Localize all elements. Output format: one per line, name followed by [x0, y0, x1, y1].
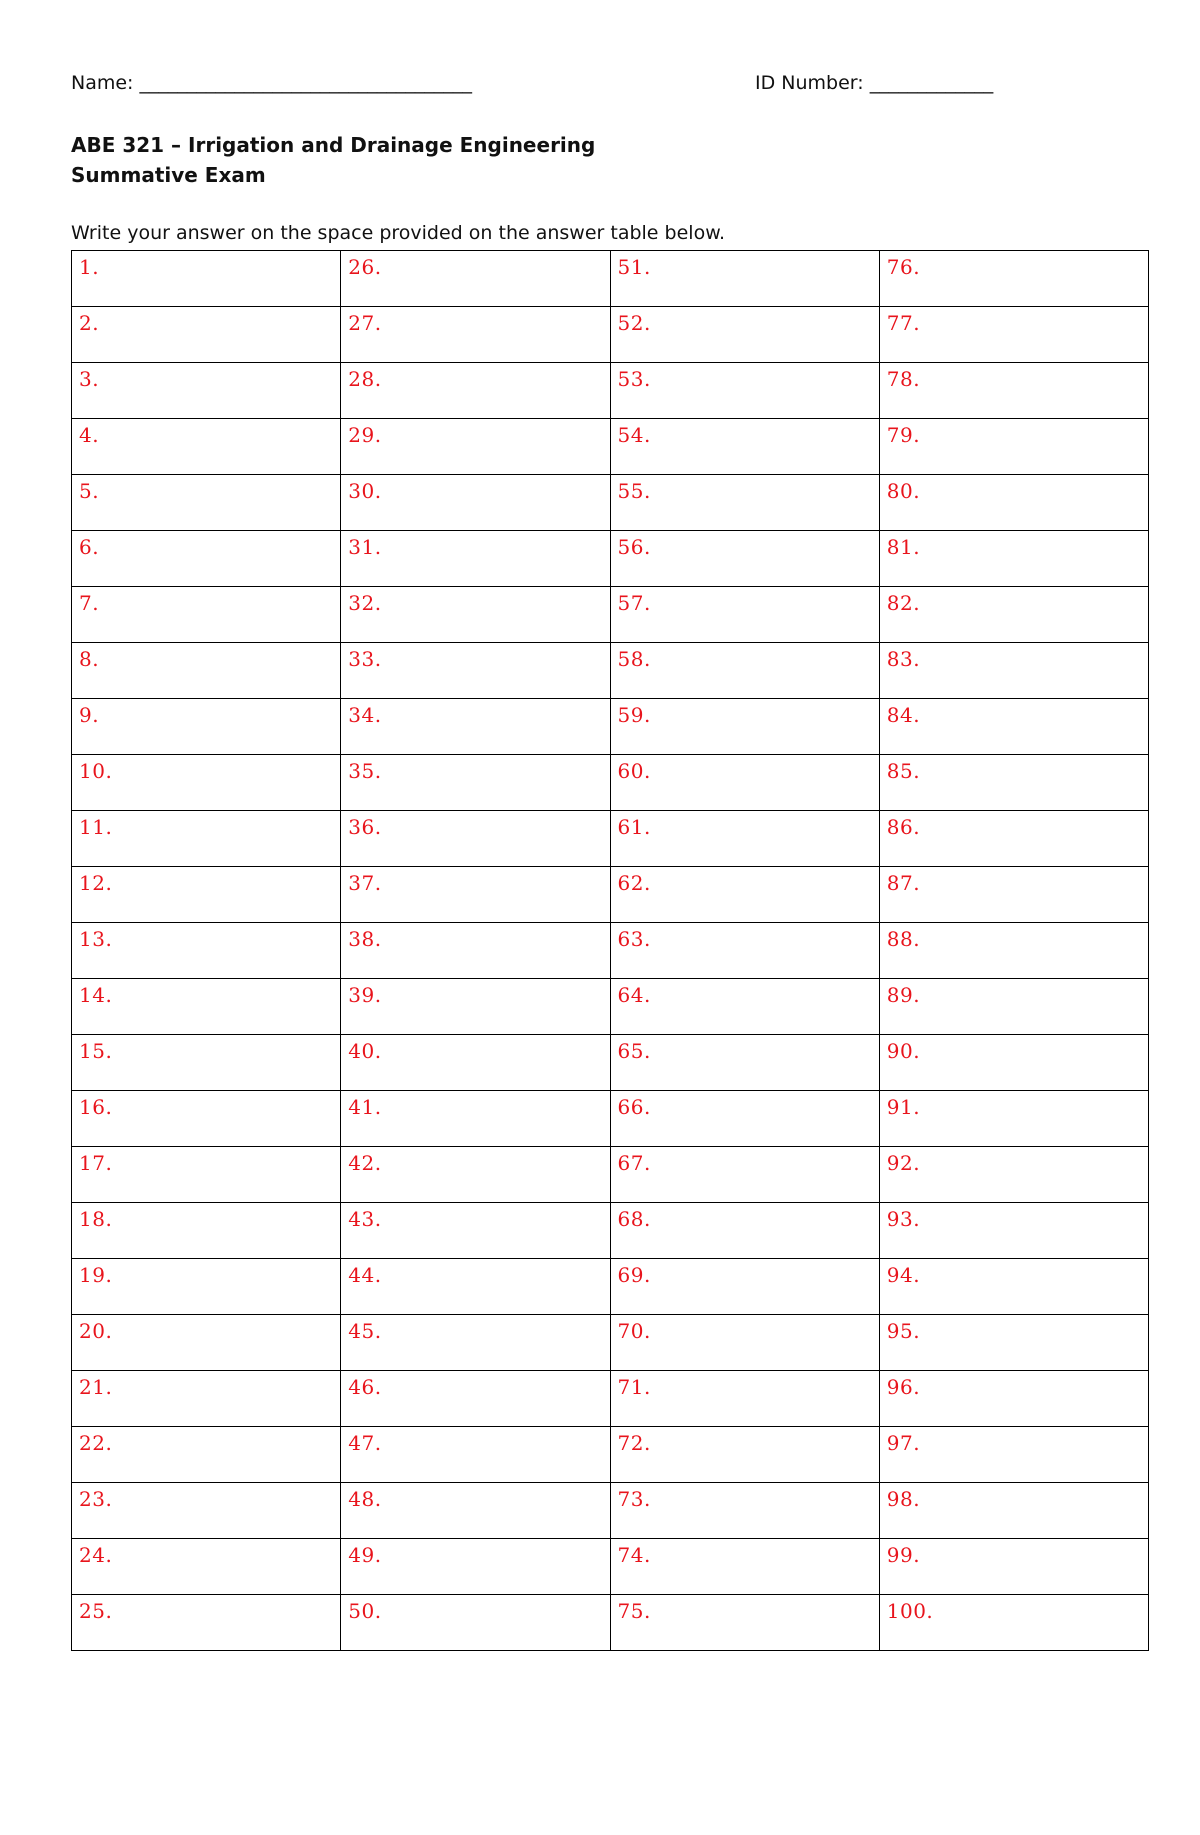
item-number: 16.	[79, 1095, 113, 1119]
item-number: 5.	[79, 479, 100, 503]
answer-cell[interactable]	[610, 1259, 879, 1315]
answer-cell[interactable]	[341, 1315, 610, 1371]
answer-cell[interactable]	[879, 811, 1148, 867]
id-number-field-label: ID Number: _____________	[755, 72, 994, 94]
item-number: 65.	[617, 1039, 651, 1063]
answer-cell[interactable]	[72, 867, 341, 923]
table-row	[72, 811, 1149, 867]
answer-cell[interactable]	[879, 1371, 1148, 1427]
answer-cell[interactable]	[341, 1595, 610, 1651]
item-number: 75.	[617, 1599, 651, 1623]
answer-cell[interactable]	[879, 307, 1148, 363]
answer-cell[interactable]	[610, 1539, 879, 1595]
item-number: 59.	[617, 703, 651, 727]
item-number: 13.	[79, 927, 113, 951]
item-number: 78.	[886, 367, 921, 391]
table-row	[72, 755, 1149, 811]
answer-cell[interactable]	[610, 1427, 879, 1483]
item-number: 2.	[79, 311, 100, 335]
item-number: 82.	[886, 591, 921, 615]
table-row	[72, 1595, 1149, 1651]
answer-cell[interactable]	[879, 251, 1148, 307]
answer-cell[interactable]	[879, 923, 1148, 979]
item-number: 83.	[886, 647, 921, 671]
table-row	[72, 1483, 1149, 1539]
answer-cell[interactable]	[341, 1147, 610, 1203]
item-number: 63.	[617, 927, 651, 951]
item-number: 17.	[79, 1151, 113, 1175]
answer-cell[interactable]	[72, 531, 341, 587]
answer-cell[interactable]	[610, 251, 879, 307]
answer-cell[interactable]	[72, 811, 341, 867]
item-number: 93.	[886, 1207, 921, 1231]
answer-cell[interactable]	[72, 1595, 341, 1651]
item-number: 48.	[348, 1487, 382, 1511]
item-number: 100.	[886, 1599, 934, 1623]
item-number: 77.	[886, 311, 921, 335]
answer-cell[interactable]	[72, 1259, 341, 1315]
item-number: 76.	[886, 255, 921, 279]
answer-table	[71, 250, 1149, 1651]
item-number: 21.	[79, 1375, 113, 1399]
table-row	[72, 867, 1149, 923]
answer-cell[interactable]	[72, 1035, 341, 1091]
answer-cell[interactable]	[610, 699, 879, 755]
answer-table-body	[72, 251, 1149, 1651]
item-number: 4.	[79, 423, 100, 447]
table-row	[72, 1035, 1149, 1091]
item-number: 42.	[348, 1151, 382, 1175]
table-row	[72, 1147, 1149, 1203]
item-number: 54.	[617, 423, 651, 447]
item-number: 88.	[886, 927, 921, 951]
answer-cell[interactable]	[341, 1539, 610, 1595]
item-number: 80.	[886, 479, 921, 503]
answer-cell[interactable]	[610, 811, 879, 867]
answer-cell[interactable]	[610, 531, 879, 587]
item-number: 50.	[348, 1599, 382, 1623]
answer-cell[interactable]	[879, 1259, 1148, 1315]
answer-cell[interactable]	[610, 1091, 879, 1147]
answer-cell[interactable]	[72, 475, 341, 531]
item-number: 97.	[886, 1431, 921, 1455]
item-number: 96.	[886, 1375, 921, 1399]
answer-cell[interactable]	[610, 867, 879, 923]
item-number: 19.	[79, 1263, 113, 1287]
answer-cell[interactable]	[879, 867, 1148, 923]
item-number: 8.	[79, 647, 100, 671]
item-number: 36.	[348, 815, 382, 839]
answer-cell[interactable]	[341, 1371, 610, 1427]
item-number: 9.	[79, 703, 100, 727]
item-number: 33.	[348, 647, 382, 671]
item-number: 31.	[348, 535, 382, 559]
answer-cell[interactable]	[879, 419, 1148, 475]
item-number: 27.	[348, 311, 382, 335]
table-row	[72, 643, 1149, 699]
answer-cell[interactable]	[610, 1315, 879, 1371]
item-number: 23.	[79, 1487, 113, 1511]
answer-cell[interactable]	[879, 1091, 1148, 1147]
answer-cell[interactable]	[610, 923, 879, 979]
course-title: ABE 321 – Irrigation and Drainage Engineering	[71, 133, 596, 157]
item-number: 52.	[617, 311, 651, 335]
table-row	[72, 587, 1149, 643]
item-number: 84.	[886, 703, 921, 727]
item-number: 20.	[79, 1319, 113, 1343]
table-row	[72, 419, 1149, 475]
item-number: 61.	[617, 815, 651, 839]
table-row	[72, 923, 1149, 979]
answer-cell[interactable]	[341, 1483, 610, 1539]
item-number: 91.	[886, 1095, 921, 1119]
answer-cell[interactable]	[610, 1035, 879, 1091]
table-row	[72, 1427, 1149, 1483]
answer-cell[interactable]	[879, 979, 1148, 1035]
answer-cell[interactable]	[610, 1371, 879, 1427]
item-number: 46.	[348, 1375, 382, 1399]
table-row	[72, 1315, 1149, 1371]
item-number: 67.	[617, 1151, 651, 1175]
answer-cell[interactable]	[72, 1427, 341, 1483]
answer-cell[interactable]	[879, 531, 1148, 587]
table-row	[72, 1371, 1149, 1427]
item-number: 38.	[348, 927, 382, 951]
item-number: 58.	[617, 647, 651, 671]
item-number: 18.	[79, 1207, 113, 1231]
answer-cell[interactable]	[341, 755, 610, 811]
item-number: 6.	[79, 535, 100, 559]
item-number: 53.	[617, 367, 651, 391]
item-number: 60.	[617, 759, 651, 783]
answer-cell[interactable]	[879, 1483, 1148, 1539]
item-number: 56.	[617, 535, 651, 559]
answer-cell[interactable]	[610, 643, 879, 699]
answer-cell[interactable]	[879, 1595, 1148, 1651]
table-row	[72, 1539, 1149, 1595]
answer-cell[interactable]	[72, 251, 341, 307]
answer-cell[interactable]	[341, 1203, 610, 1259]
answer-cell[interactable]	[341, 811, 610, 867]
answer-cell[interactable]	[610, 1595, 879, 1651]
item-number: 47.	[348, 1431, 382, 1455]
item-number: 74.	[617, 1543, 651, 1567]
item-number: 7.	[79, 591, 100, 615]
answer-cell[interactable]	[341, 1259, 610, 1315]
answer-cell[interactable]	[879, 1315, 1148, 1371]
item-number: 32.	[348, 591, 382, 615]
item-number: 41.	[348, 1095, 382, 1119]
item-number: 39.	[348, 983, 382, 1007]
item-number: 99.	[886, 1543, 921, 1567]
item-number: 69.	[617, 1263, 651, 1287]
item-number: 86.	[886, 815, 921, 839]
answer-cell[interactable]	[72, 643, 341, 699]
answer-cell[interactable]	[341, 419, 610, 475]
item-number: 94.	[886, 1263, 921, 1287]
table-row	[72, 1091, 1149, 1147]
answer-cell[interactable]	[72, 587, 341, 643]
item-number: 45.	[348, 1319, 382, 1343]
item-number: 85.	[886, 759, 921, 783]
answer-cell[interactable]	[72, 1147, 341, 1203]
table-row	[72, 363, 1149, 419]
item-number: 57.	[617, 591, 651, 615]
answer-cell[interactable]	[610, 1203, 879, 1259]
item-number: 34.	[348, 703, 382, 727]
item-number: 71.	[617, 1375, 651, 1399]
item-number: 87.	[886, 871, 921, 895]
item-number: 68.	[617, 1207, 651, 1231]
answer-cell[interactable]	[879, 1427, 1148, 1483]
item-number: 55.	[617, 479, 651, 503]
answer-cell[interactable]	[610, 475, 879, 531]
table-row	[72, 979, 1149, 1035]
item-number: 15.	[79, 1039, 113, 1063]
answer-cell[interactable]	[610, 363, 879, 419]
name-field-label: Name: ___________________________________	[71, 72, 472, 94]
answer-cell[interactable]	[72, 1315, 341, 1371]
answer-cell[interactable]	[879, 643, 1148, 699]
answer-cell[interactable]	[879, 475, 1148, 531]
table-row	[72, 307, 1149, 363]
answer-cell[interactable]	[341, 475, 610, 531]
item-number: 72.	[617, 1431, 651, 1455]
item-number: 70.	[617, 1319, 651, 1343]
answer-cell[interactable]	[879, 755, 1148, 811]
answer-cell[interactable]	[72, 979, 341, 1035]
exam-title: Summative Exam	[71, 163, 266, 187]
item-number: 90.	[886, 1039, 921, 1063]
answer-cell[interactable]	[341, 867, 610, 923]
answer-cell[interactable]	[341, 643, 610, 699]
item-number: 24.	[79, 1543, 113, 1567]
table-row	[72, 1259, 1149, 1315]
answer-cell[interactable]	[341, 531, 610, 587]
item-number: 98.	[886, 1487, 921, 1511]
answer-cell[interactable]	[879, 1147, 1148, 1203]
item-number: 81.	[886, 535, 921, 559]
item-number: 30.	[348, 479, 382, 503]
answer-cell[interactable]	[610, 979, 879, 1035]
answer-cell[interactable]	[341, 363, 610, 419]
item-number: 89.	[886, 983, 921, 1007]
item-number: 66.	[617, 1095, 651, 1119]
answer-cell[interactable]	[341, 307, 610, 363]
answer-cell[interactable]	[879, 1203, 1148, 1259]
item-number: 73.	[617, 1487, 651, 1511]
item-number: 43.	[348, 1207, 382, 1231]
table-row	[72, 531, 1149, 587]
item-number: 11.	[79, 815, 113, 839]
answer-cell[interactable]	[72, 699, 341, 755]
answer-cell[interactable]	[879, 587, 1148, 643]
answer-cell[interactable]	[879, 363, 1148, 419]
table-row	[72, 1203, 1149, 1259]
item-number: 62.	[617, 871, 651, 895]
answer-cell[interactable]	[879, 1035, 1148, 1091]
item-number: 3.	[79, 367, 100, 391]
table-row	[72, 475, 1149, 531]
instruction-text: Write your answer on the space provided on the answer table below.	[71, 222, 726, 244]
answer-cell[interactable]	[341, 1427, 610, 1483]
item-number: 25.	[79, 1599, 113, 1623]
answer-cell[interactable]	[610, 307, 879, 363]
item-number: 64.	[617, 983, 651, 1007]
item-number: 14.	[79, 983, 113, 1007]
answer-cell[interactable]	[72, 307, 341, 363]
item-number: 10.	[79, 759, 113, 783]
answer-cell[interactable]	[341, 251, 610, 307]
item-number: 1.	[79, 255, 100, 279]
answer-cell[interactable]	[341, 979, 610, 1035]
answer-cell[interactable]	[72, 363, 341, 419]
answer-cell[interactable]	[72, 1091, 341, 1147]
item-number: 22.	[79, 1431, 113, 1455]
answer-cell[interactable]	[341, 1091, 610, 1147]
answer-cell[interactable]	[72, 1203, 341, 1259]
answer-cell[interactable]	[341, 587, 610, 643]
item-number: 49.	[348, 1543, 382, 1567]
item-number: 40.	[348, 1039, 382, 1063]
table-row	[72, 699, 1149, 755]
answer-cell[interactable]	[72, 1371, 341, 1427]
answer-cell[interactable]	[341, 923, 610, 979]
answer-cell[interactable]	[610, 1483, 879, 1539]
answer-cell[interactable]	[341, 699, 610, 755]
item-number: 29.	[348, 423, 382, 447]
item-number: 95.	[886, 1319, 921, 1343]
answer-cell[interactable]	[72, 1483, 341, 1539]
answer-cell[interactable]	[72, 755, 341, 811]
answer-cell[interactable]	[879, 1539, 1148, 1595]
answer-cell[interactable]	[72, 1539, 341, 1595]
answer-cell[interactable]	[879, 699, 1148, 755]
item-number: 12.	[79, 871, 113, 895]
item-number: 51.	[617, 255, 651, 279]
item-number: 79.	[886, 423, 921, 447]
answer-cell[interactable]	[610, 755, 879, 811]
answer-cell[interactable]	[610, 419, 879, 475]
item-number: 28.	[348, 367, 382, 391]
answer-cell[interactable]	[610, 1147, 879, 1203]
answer-cell[interactable]	[341, 1035, 610, 1091]
item-number: 26.	[348, 255, 382, 279]
answer-cell[interactable]	[72, 419, 341, 475]
item-number: 44.	[348, 1263, 382, 1287]
item-number: 35.	[348, 759, 382, 783]
item-number: 92.	[886, 1151, 921, 1175]
answer-cell[interactable]	[72, 923, 341, 979]
table-row	[72, 251, 1149, 307]
item-number: 37.	[348, 871, 382, 895]
answer-cell[interactable]	[610, 587, 879, 643]
